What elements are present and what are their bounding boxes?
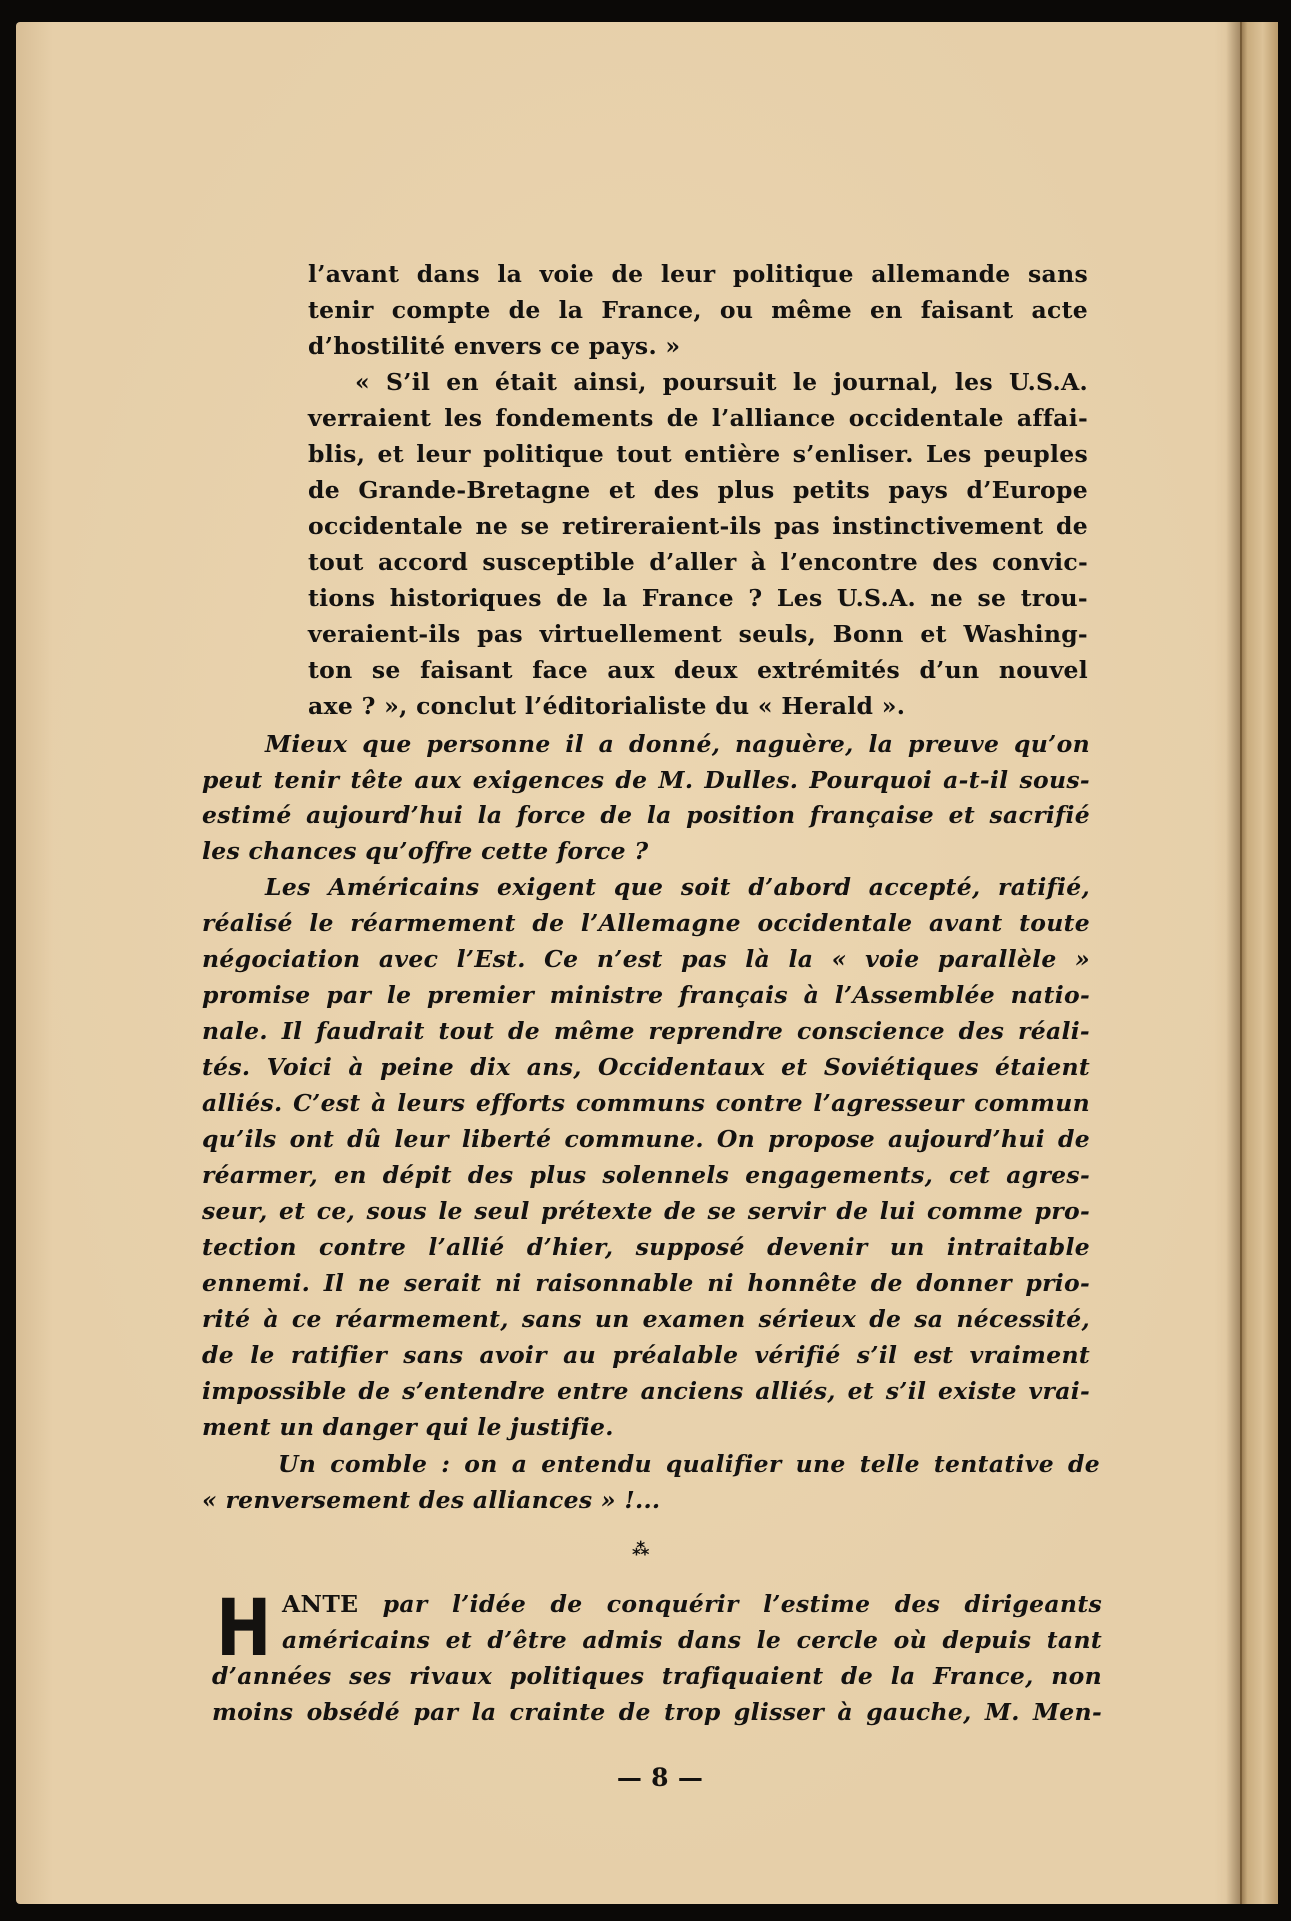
drop-cap: H: [216, 1584, 272, 1674]
text-line: Un comble : on a entendu qualifier une telle tentative de: [278, 1450, 1100, 1478]
text-line: « S’il en était ainsi, poursuit le journal, les U.S.A.: [355, 368, 1088, 396]
text-line: « renversement des alliances » !...: [202, 1486, 661, 1514]
asterism-separator: ⁂: [632, 1540, 650, 1560]
text-line: tout accord susceptible d’aller à l’encontre des convic-: [308, 548, 1088, 576]
text-line: tions historiques de la France ? Les U.S.A. ne se trou-: [308, 584, 1088, 612]
text-line: tection contre l’allié d’hier, supposé devenir un intraitable: [202, 1233, 1090, 1261]
text-line: réalisé le réarmement de l’Allemagne occidentale avant toute: [202, 909, 1090, 937]
adjacent-page-edge: [1240, 22, 1278, 1904]
text-line: alliés. C’est à leurs efforts communs contre l’agresseur commun: [202, 1089, 1090, 1117]
text-line: veraient-ils pas virtuellement seuls, Bonn et Washing-: [308, 620, 1088, 648]
text-line: estimé aujourd’hui la force de la position française et sacrifié: [202, 801, 1090, 829]
text-line: Les Américains exigent que soit d’abord accepté, ratifié,: [265, 873, 1090, 901]
text-line: blis, et leur politique tout entière s’enliser. Les peuples: [308, 440, 1088, 468]
text-line: nale. Il faudrait tout de même reprendre conscience des réali-: [202, 1017, 1090, 1045]
text-line: américains et d’être admis dans le cercle où depuis tant: [282, 1626, 1102, 1654]
text-line: tés. Voici à peine dix ans, Occidentaux et Soviétiques étaient: [202, 1053, 1090, 1081]
binding-shadow: [1226, 22, 1242, 1904]
text-line: ANTE par l’idée de conquérir l’estime des dirigeants: [282, 1590, 1102, 1618]
text-line: négociation avec l’Est. Ce n’est pas là la « voie parallèle »: [202, 945, 1090, 973]
text-line: ment un danger qui le justifie.: [202, 1413, 614, 1441]
text-line: Mieux que personne il a donné, naguère, la preuve qu’on: [265, 730, 1090, 758]
text-line: ton se faisant face aux deux extrémités d’un nouvel: [308, 656, 1088, 684]
text-line: l’avant dans la voie de leur politique allemande sans: [308, 260, 1088, 288]
text-line: ennemi. Il ne serait ni raisonnable ni honnête de donner prio-: [202, 1269, 1090, 1297]
page-number: — 8 —: [616, 1763, 704, 1792]
text-line: d’années ses rivaux politiques trafiquaient de la France, non: [212, 1662, 1102, 1690]
text-line: de Grande-Bretagne et des plus petits pays d’Europe: [308, 476, 1088, 504]
text-line: axe ? », conclut l’éditorialiste du « Herald ».: [308, 692, 906, 720]
text-line: tenir compte de la France, ou même en faisant acte: [308, 296, 1088, 324]
text-line: peut tenir tête aux exigences de M. Dulles. Pourquoi a-t-il sous-: [202, 766, 1090, 794]
text-line: de le ratifier sans avoir au préalable vérifié s’il est vraiment: [202, 1341, 1090, 1369]
text-line: rité à ce réarmement, sans un examen sérieux de sa nécessité,: [202, 1305, 1090, 1333]
text-line: promise par le premier ministre français à l’Assemblée natio-: [202, 981, 1090, 1009]
text-line: verraient les fondements de l’alliance occidentale affai-: [308, 404, 1088, 432]
text-line: réarmer, en dépit des plus solennels engagements, cet agres-: [202, 1161, 1090, 1189]
text-line: les chances qu’offre cette force ?: [202, 837, 649, 865]
text-line: moins obsédé par la crainte de trop glisser à gauche, M. Men-: [212, 1698, 1102, 1726]
text-line: impossible de s’entendre entre anciens alliés, et s’il existe vrai-: [202, 1377, 1090, 1405]
text-line: d’hostilité envers ce pays. »: [308, 332, 681, 360]
text-line: occidentale ne se retireraient-ils pas instinctivement de: [308, 512, 1088, 540]
text-line: seur, et ce, sous le seul prétexte de se servir de lui comme pro-: [202, 1197, 1090, 1225]
text-line: qu’ils ont dû leur liberté commune. On propose aujourd’hui de: [202, 1125, 1090, 1153]
